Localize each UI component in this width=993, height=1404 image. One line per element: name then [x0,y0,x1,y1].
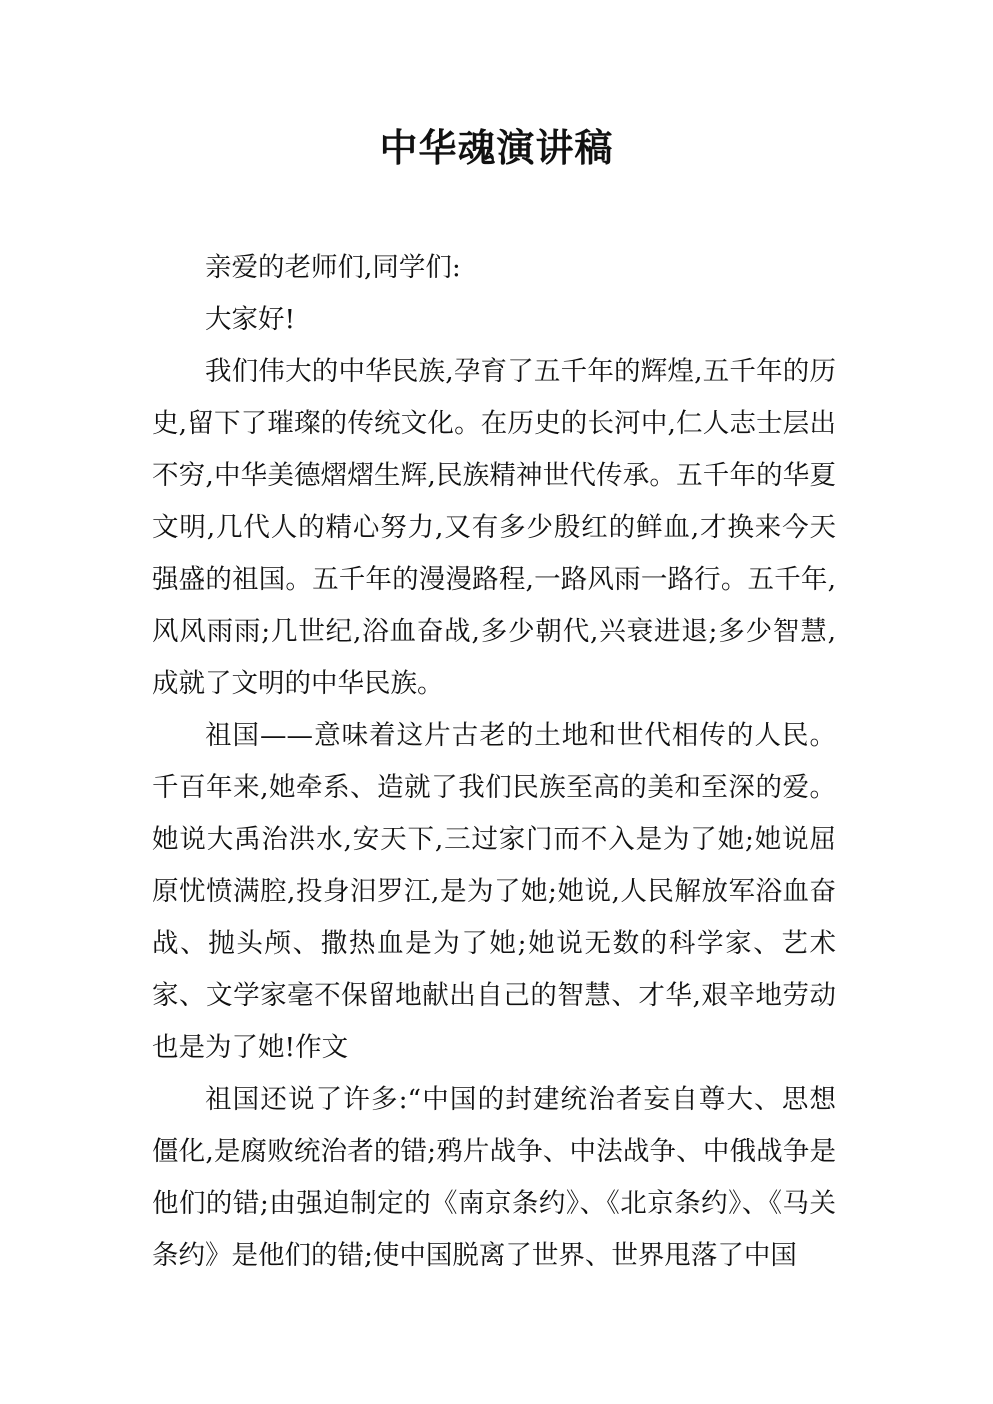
paragraph-motherland: 祖国——意味着这片古老的土地和世代相传的人民。千百年来,她牵系、造就了我们民族至高的美和至深的爱。她说大禹治洪水,安天下,三过家门而不入是为了她;她说屈原忧愤满腔,投身汨罗江,是为了她;她说,人民解放军浴血奋战、抛头颅、撒热血是为了她;她说无数的科学家、艺术家、文学家毫不保留地献出自己的智慧、才华,艰辛地劳动也是为了她!作文 [152,720,836,1063]
document-title: 中华魂演讲稿 [379,125,614,170]
paragraph-motherland-said: 祖国还说了许多:“中国的封建统治者妄自尊大、思想僵化,是腐败统治者的错;鸦片战争、中法战争、中俄战争是他们的错;由强迫制定的《南京条约》、《北京条约》、《马关条约》是他们的错;使中国脱离了世界、世界甩落了中国 [152,1084,836,1271]
paragraph-salutation: 亲爱的老师们,同学们: [205,252,461,283]
paragraph-history: 我们伟大的中华民族,孕育了五千年的辉煌,五千年的历史,留下了璀璨的传统文化。在历史的长河中,仁人志士层出不穷,中华美德熠熠生辉,民族精神世代传承。五千年的华夏文明,几代人的精心努力,又有多少殷红的鲜血,才换来今天强盛的祖国。五千年的漫漫路程,一路风雨一路行。五千年,风风雨雨;几世纪,浴血奋战,多少朝代,兴衰进退;多少智慧,成就了文明的中华民族。 [152,356,836,699]
document-body [152,242,836,1282]
paragraph-greeting: 大家好! [205,304,296,335]
